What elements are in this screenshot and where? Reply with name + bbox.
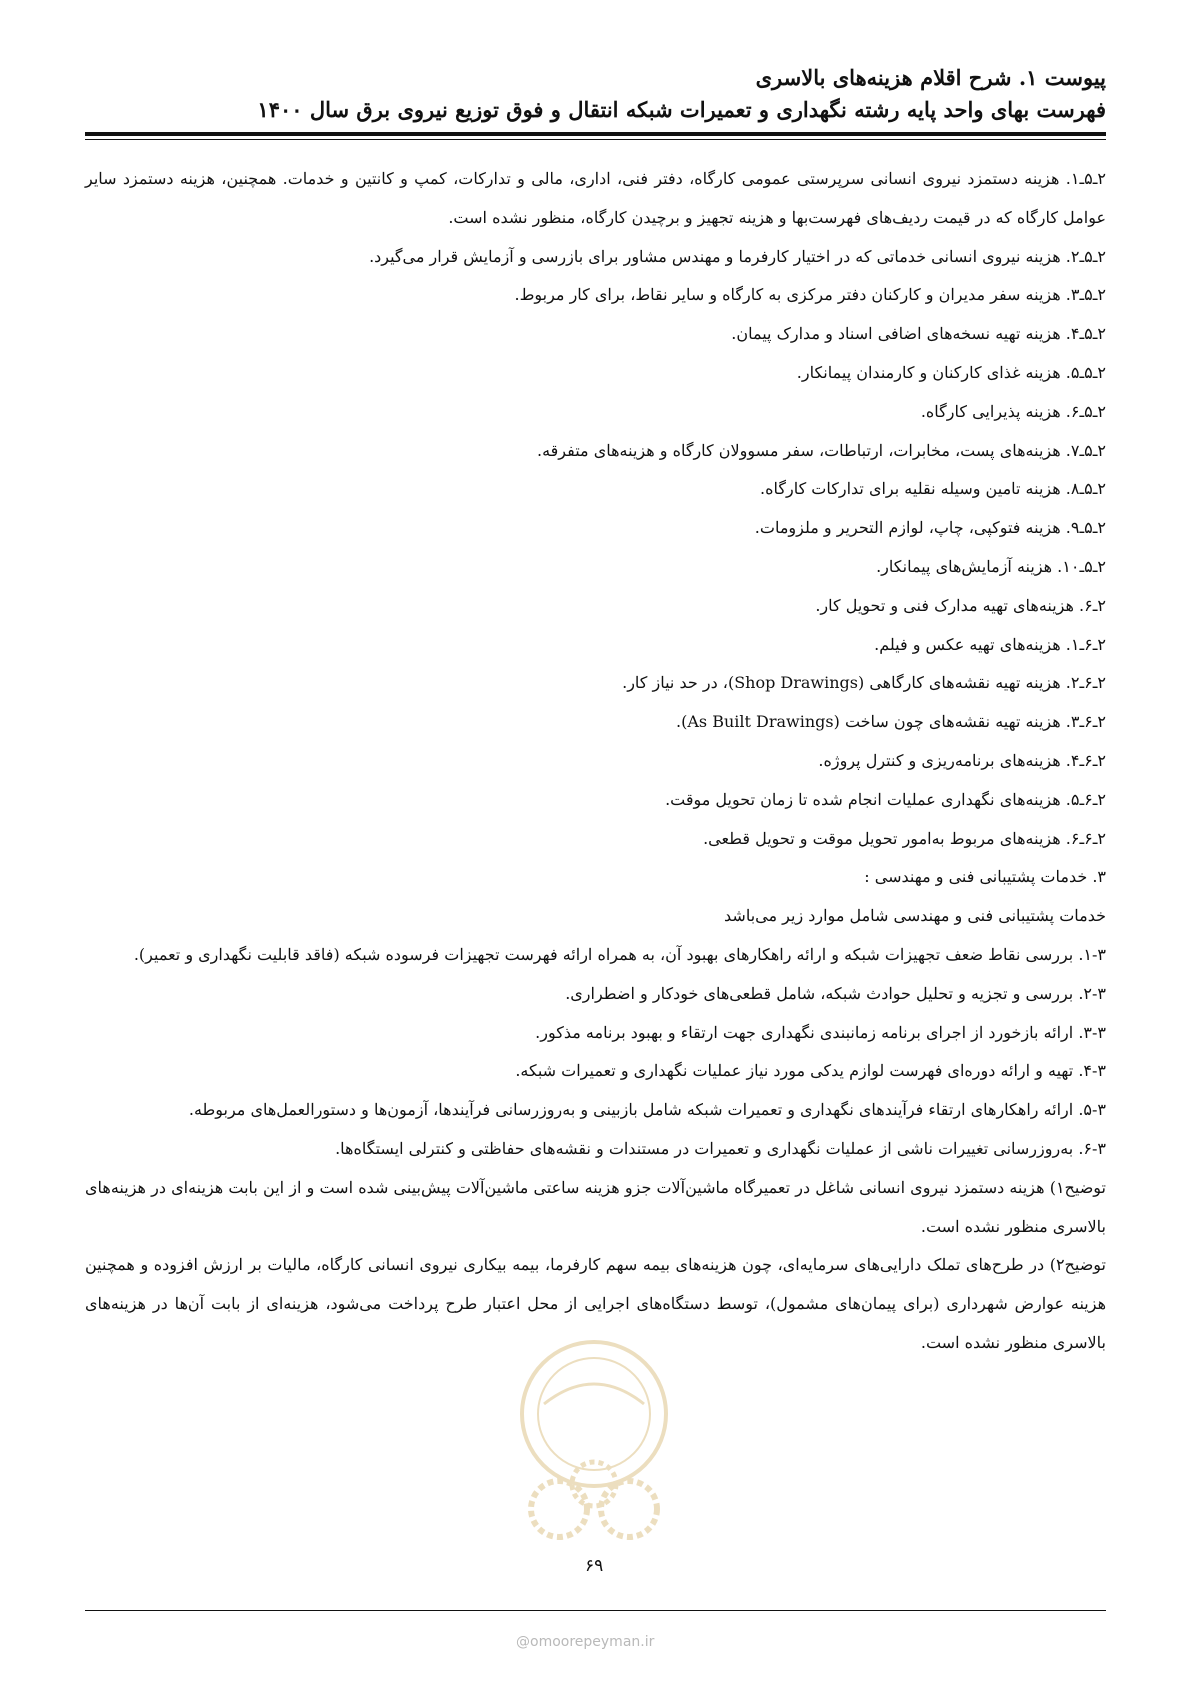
document-body <box>85 160 1106 1363</box>
list-item: ۲ـ۵ـ۵. هزینه غذای کارکنان و کارمندان پیمانکار. <box>796 362 1106 382</box>
page-number: ۶۹ <box>585 1556 604 1576</box>
list-item: ۲ـ۵ـ۷. هزینه‌های پست، مخابرات، ارتباطات، سفر مسوولان کارگاه و هزینه‌های متفرقه. <box>536 440 1106 460</box>
list-item: ۲ـ۵ـ۸. هزینه تامین وسیله نقلیه برای تدارکات کارگاه. <box>760 479 1106 499</box>
list-item: ۲ـ۶ـ۲. هزینه تهیه نقشه‌های کارگاهی (Shop Drawings)، در حد نیاز کار. <box>622 673 1106 693</box>
header-subtitle: فهرست بهای واحد پایه رشته نگهداری و تعمیرات شبکه انتقال و فوق توزیع نیروی برق سال ۱۴۰۰ <box>257 97 1106 122</box>
note-paragraph: توضیح۲) در طرح‌های تملک دارایی‌های سرمایه‌ای، چون هزینه‌های بیمه سهم کارفرما، بیمه بیکاری نیروی انسانی کارگاه، مالیات بر ارزش افزوده و همچنین هزینه عوارض شهرداری (برای پیمان‌های مشمول)، توسط دستگاه‌های اجرایی از محل اعتبار طرح پرداخت می‌شود، هزینه‌ای از بابت آن‌ها در هزینه‌های بالاسری منظور نشده است. <box>85 1255 1107 1352</box>
site-watermark: @omoorepeyman.ir <box>516 1634 655 1650</box>
list-item: ۲ـ۵ـ۹. هزینه فتوکپی، چاپ، لوازم التحریر و ملزومات. <box>754 518 1106 538</box>
list-item: ۲ـ۶ـ۱. هزینه‌های تهیه عکس و فیلم. <box>874 634 1106 654</box>
section-intro: خدمات پشتیبانی فنی و مهندسی شامل موارد زیر می‌باشد <box>724 906 1106 926</box>
list-item: ۲ـ۵ـ۱۰. هزینه آزمایش‌های پیمانکار. <box>876 556 1106 576</box>
list-item: ۲ـ۶ـ۶. هزینه‌های مربوط به‌امور تحویل موقت و تحویل قطعی. <box>703 828 1106 848</box>
list-item: ۲ـ۶ـ۳. هزینه تهیه نقشه‌های چون ساخت (As Built Drawings). <box>676 712 1106 732</box>
list-item: ۴-۳. تهیه و ارائه دوره‌ای فهرست لوازم یدکی مورد نیاز عملیات نگهداری و تعمیرات شبکه. <box>515 1061 1106 1081</box>
list-item: ۳-۳. ارائه بازخورد از اجرای برنامه زمانبندی نگهداری جهت ارتقاء و بهبود برنامه مذکور. <box>535 1022 1106 1042</box>
watermark-seal-icon <box>504 1334 684 1564</box>
list-item: ۲ـ۶ـ۴. هزینه‌های برنامه‌ریزی و کنترل پروژه. <box>818 750 1106 770</box>
list-item: ۲ـ۵ـ۶. هزینه پذیرایی کارگاه. <box>920 401 1106 421</box>
list-item: ۵-۳. ارائه راهکارهای ارتقاء فرآیندهای نگهداری و تعمیرات شبکه شامل بازبینی و به‌روزرسانی فرآیندها، آزمون‌ها و دستورالعمل‌های مربوطه. <box>188 1100 1106 1120</box>
header-title: پیوست ۱. شرح اقلام هزینه‌های بالاسری <box>755 65 1106 90</box>
list-item: ۲ـ۵ـ۲. هزینه نیروی انسانی خدماتی که در اختیار کارفرما و مهندس مشاور برای بازرسی و آزمایش قرار می‌گیرد. <box>369 246 1106 266</box>
list-item: ۱-۳. بررسی نقاط ضعف تجهیزات شبکه و ارائه راهکارهای بهبود آن، به همراه ارائه فهرست تجهیزات فرسوده شبکه (فاقد قابلیت نگهداری و تعمیر). <box>133 944 1106 964</box>
list-item: ۶-۳. به‌روزرسانی تغییرات ناشی از عملیات نگهداری و تعمیرات در مستندات و نقشه‌های حفاظتی و کنترلی ایستگاه‌ها. <box>335 1138 1106 1158</box>
footer-rule <box>85 1610 1106 1611</box>
page-header <box>85 62 1106 126</box>
note-paragraph: توضیح۱) هزینه دستمزد نیروی انسانی شاغل در تعمیرگاه ماشین‌آلات جزو هزینه ساعتی ماشین‌آلات پیش‌بینی شده است و از این بابت هزینه‌ای در هزینه‌های بالاسری منظور نشده است. <box>85 1177 1106 1236</box>
list-item: ۲ـ۵ـ۴. هزینه تهیه نسخه‌های اضافی اسناد و مدارک پیمان. <box>731 324 1106 344</box>
section-heading: ۳. خدمات پشتیبانی فنی و مهندسی : <box>864 867 1106 887</box>
header-rule-thick <box>85 132 1106 136</box>
header-rule-thin <box>85 139 1106 140</box>
list-item: ۲ـ۶. هزینه‌های تهیه مدارک فنی و تحویل کار. <box>815 595 1106 615</box>
list-item: ۲-۳. بررسی و تجزیه و تحلیل حوادث شبکه، شامل قطعی‌های خودکار و اضطراری. <box>565 983 1106 1003</box>
list-item: ۲ـ۵ـ۱. هزینه دستمزد نیروی انسانی سرپرستی عمومی کارگاه، دفتر فنی، اداری، مالی و تدارکات، کمپ و کانتین و خدمات. همچنین، هزینه دستمزد سایر عوامل کارگاه که در قیمت ردیف‌های فهرست‌بها و هزینه تجهیز و برچیدن کارگاه، منظور نشده است. <box>85 169 1106 227</box>
list-item: ۲ـ۵ـ۳. هزینه سفر مدیران و کارکنان دفتر مرکزی به کارگاه و سایر نقاط، برای کار مربوط. <box>514 285 1106 305</box>
list-item: ۲ـ۶ـ۵. هزینه‌های نگهداری عملیات انجام شده تا زمان تحویل موقت. <box>665 789 1106 809</box>
